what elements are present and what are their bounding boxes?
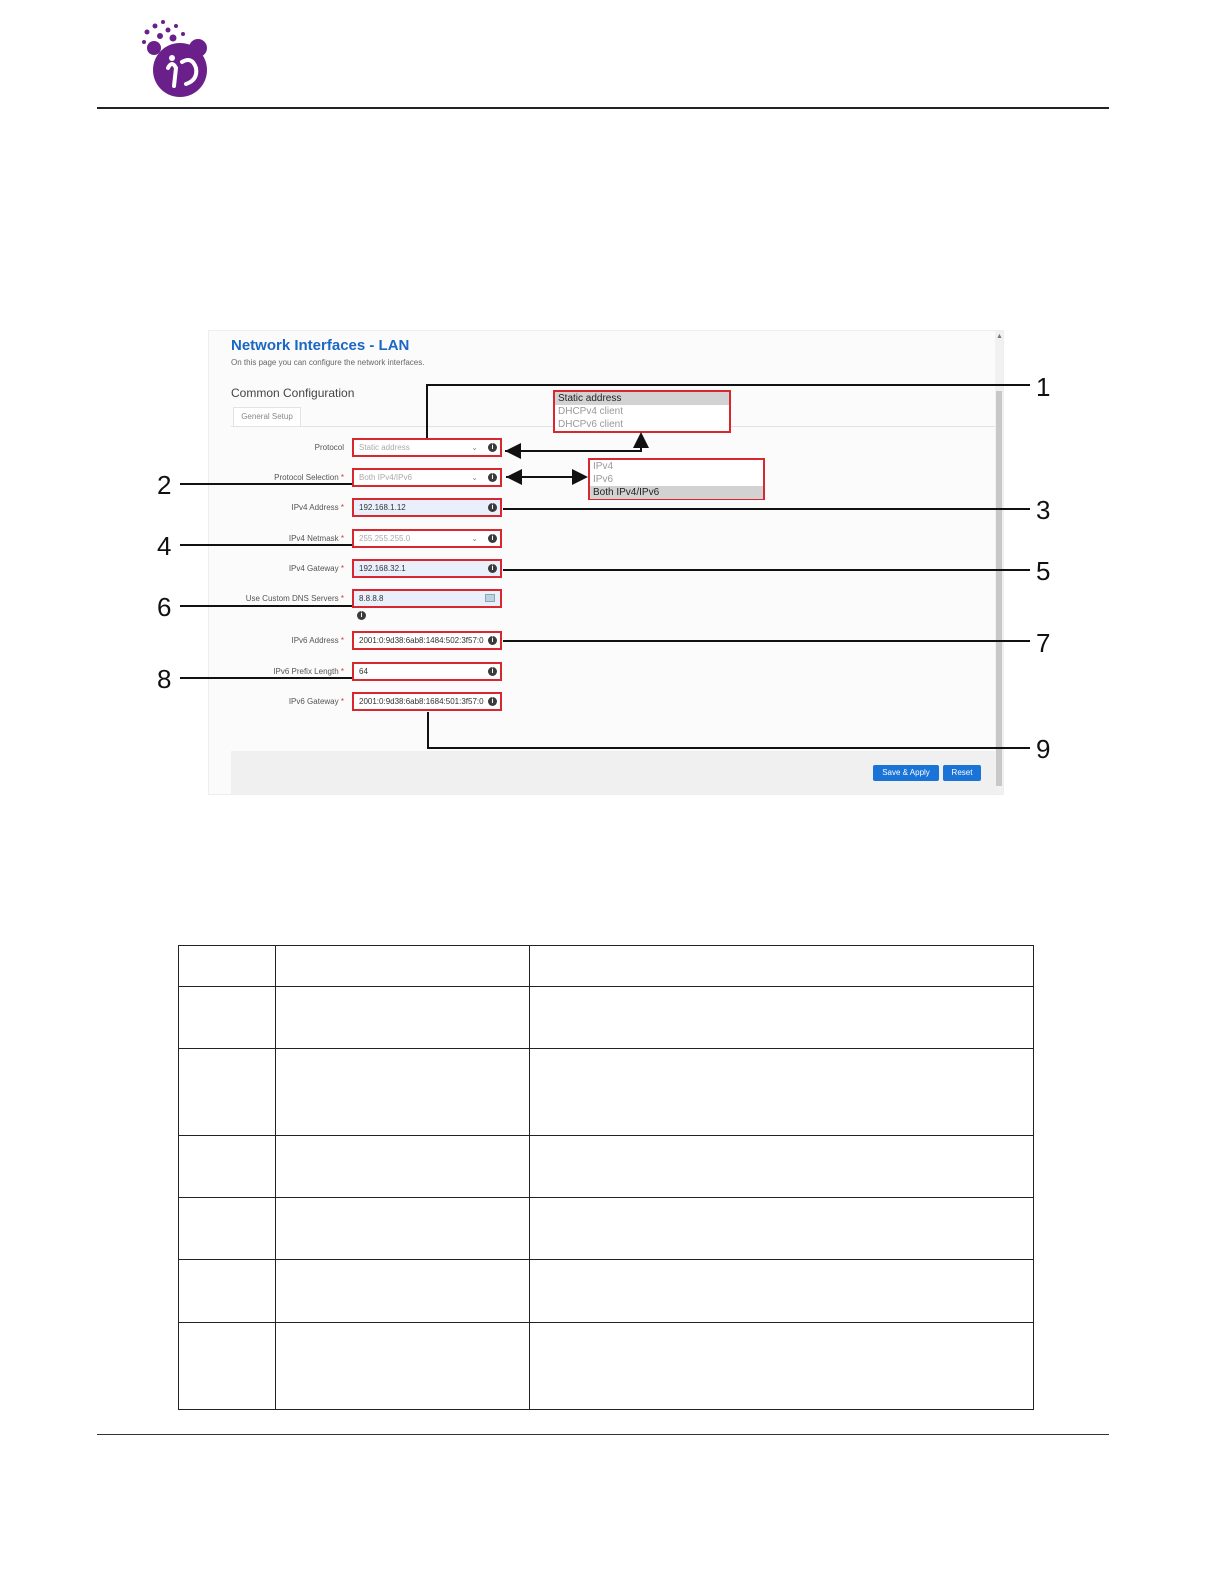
- table-row: [179, 1049, 1034, 1136]
- option-dhcpv4-client[interactable]: DHCPv4 client: [558, 406, 624, 417]
- info-icon[interactable]: i: [488, 667, 497, 676]
- page-title: Network Interfaces - LAN: [231, 337, 410, 354]
- table-row: [179, 1198, 1034, 1260]
- info-icon[interactable]: i: [488, 636, 497, 645]
- protocol-select[interactable]: Static address ⌄ i: [352, 438, 502, 457]
- option-dhcpv6-client[interactable]: DHCPv6 client: [558, 419, 624, 430]
- callout-number: 5: [1036, 556, 1051, 586]
- info-icon[interactable]: i: [488, 534, 497, 543]
- callout-number: 7: [1036, 628, 1051, 658]
- ipv6-prefix-input[interactable]: 64 i: [352, 662, 502, 681]
- callout-number: 8: [157, 664, 172, 694]
- info-icon[interactable]: i: [488, 473, 497, 482]
- ipv4-netmask-select[interactable]: 255.255.255.0 ⌄ i: [352, 529, 502, 548]
- option-ipv4[interactable]: IPv4: [593, 461, 614, 472]
- reset-button[interactable]: Reset: [943, 765, 981, 781]
- table-row: [179, 987, 1034, 1049]
- callout-number: 9: [1036, 734, 1051, 764]
- ipv4-netmask-label: IPv4 Netmask *: [288, 534, 344, 543]
- callout-number: 1: [1036, 372, 1051, 402]
- info-icon[interactable]: i: [488, 503, 497, 512]
- table-row: [179, 1260, 1034, 1323]
- option-static-address[interactable]: Static address: [555, 392, 729, 405]
- ipv6-address-input[interactable]: 2001:0:9d38:6ab8:1484:502:3f57:0 i: [352, 631, 502, 650]
- protocol-selection-label: Protocol Selection *: [274, 473, 344, 482]
- ipv6-address-label: IPv6 Address *: [291, 636, 344, 645]
- protocol-label: Protocol: [314, 443, 344, 452]
- scroll-up-icon[interactable]: ▲: [996, 333, 1003, 340]
- save-apply-button[interactable]: Save & Apply: [873, 765, 939, 781]
- table-row: [179, 1323, 1034, 1410]
- table-header-row: [179, 946, 1034, 987]
- section-title: Common Configuration: [231, 386, 355, 400]
- info-icon[interactable]: i: [488, 443, 497, 452]
- option-both-ipv4-ipv6[interactable]: Both IPv4/IPv6: [590, 486, 763, 499]
- callout-number: 2: [157, 470, 172, 500]
- callout-number: 6: [157, 592, 172, 622]
- custom-dns-input[interactable]: 8.8.8.8: [352, 589, 502, 608]
- option-ipv6[interactable]: IPv6: [593, 474, 614, 485]
- table-row: [179, 1136, 1034, 1198]
- protocol-selection-select[interactable]: Both IPv4/IPv6 ⌄ i: [352, 468, 502, 487]
- description-table: [178, 945, 1034, 1410]
- chevron-down-icon: ⌄: [471, 443, 478, 452]
- ipv4-gateway-input[interactable]: 192.168.32.1 i: [352, 559, 502, 578]
- footer-rule: [97, 1434, 1109, 1435]
- ipv4-address-input[interactable]: 192.168.1.12 i: [352, 498, 502, 517]
- ipv4-address-label: IPv4 Address *: [291, 503, 344, 512]
- chevron-down-icon: ⌄: [471, 534, 478, 543]
- ipv6-gateway-label: IPv6 Gateway *: [288, 697, 344, 706]
- ipv4-gateway-label: IPv4 Gateway *: [288, 564, 344, 573]
- chevron-down-icon: ⌄: [471, 473, 478, 482]
- info-icon[interactable]: i: [357, 611, 366, 620]
- callout-number: 3: [1036, 495, 1051, 525]
- ipv6-gateway-input[interactable]: 2001:0:9d38:6ab8:1684:501:3f57:0 i: [352, 692, 502, 711]
- ipv6-prefix-label: IPv6 Prefix Length *: [273, 667, 344, 676]
- info-icon[interactable]: i: [488, 564, 497, 573]
- tab-general-setup[interactable]: General Setup: [233, 407, 301, 427]
- callout-number: 4: [157, 531, 172, 561]
- page-description: On this page you can configure the network interfaces.: [231, 358, 425, 367]
- info-icon[interactable]: i: [488, 697, 497, 706]
- custom-dns-label: Use Custom DNS Servers *: [245, 594, 344, 603]
